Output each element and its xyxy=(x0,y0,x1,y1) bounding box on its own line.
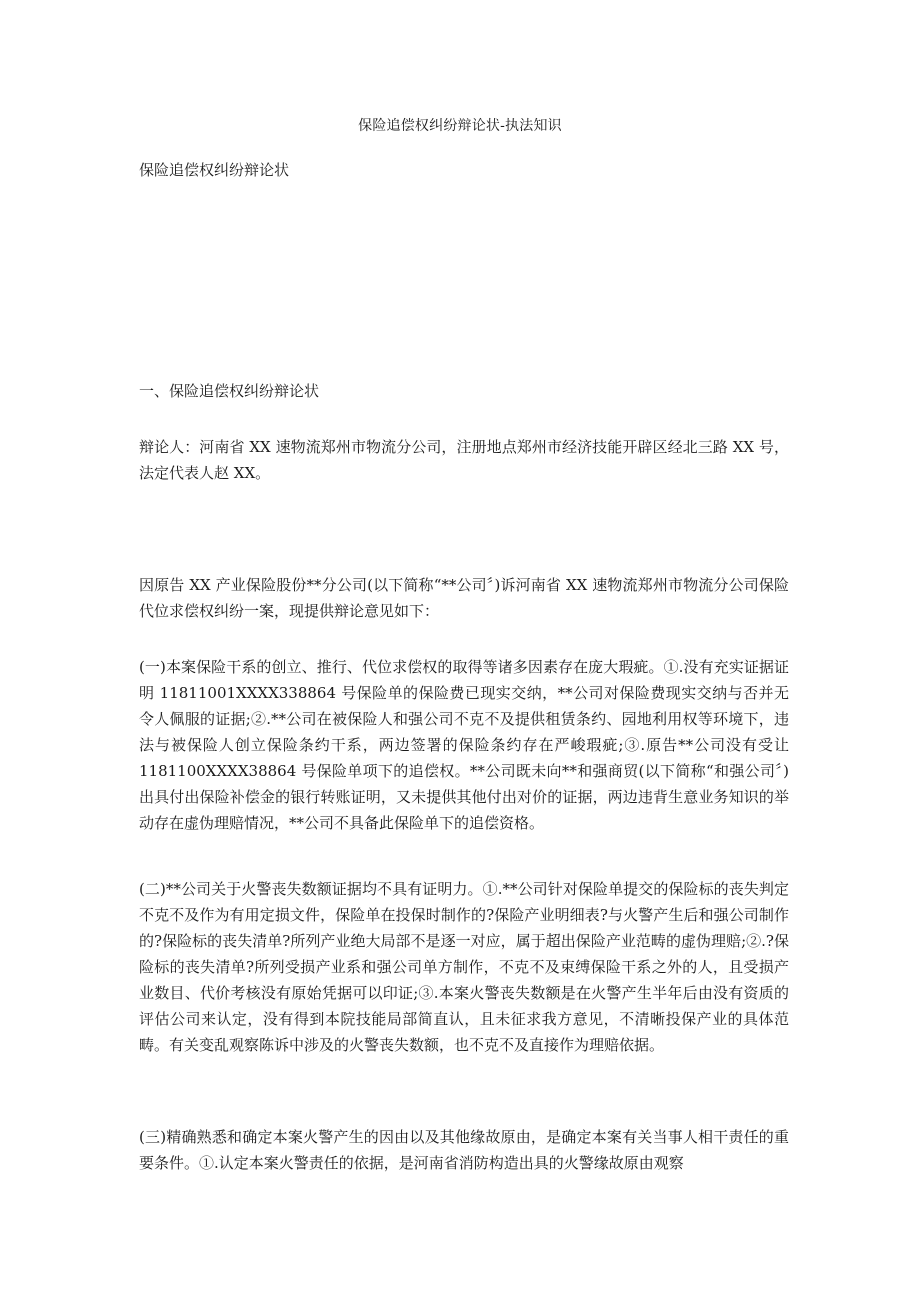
paragraph-point-two: (二)**公司关于火警丧失数额证据均不具有证明力。①.**公司针对保险单提交的保险标的丧失判定不克不及作为有用定损文件，保险单在投保时制作的?保险产业明细表?与火警产生后和强公司制作的?保险标的丧失清单?所列产业绝大局部不是逐一对应，属于超出保险产业范畴的虚伪理赔;②.?保险标的丧失清单?所列受损产业系和强公司单方制作，不克不及束缚保险干系之外的人，且受损产业数目、代价考核没有原始凭据可以印证;③.本案火警丧失数额是在火警产生半年后由没有资质的评估公司来认定，没有得到本院技能局部简直认，且未征求我方意见，不清晰投保产业的具体范畴。有关变乱观察陈诉中涉及的火警丧失数额，也不克不及直接作为理赔依据。 xyxy=(139,880,789,1054)
paragraph-point-one: (一)本案保险干系的创立、推行、代位求偿权的取得等诸多因素存在庞大瑕疵。①.没有充实证据证明 11811001XXXX338864 号保险单的保险费已现实交纳，**公司对保险费现实交纳与否并无令人佩服的证据;②.**公司在被保险人和强公司不克不及提供租赁条约、园地利用权等环境下，违法与被保险人创立保险条约干系，两边签署的保险条约存在严峻瑕疵;③.原告**公司没有受让 1181100XXXX38864 号保险单项下的追偿权。**公司既未向**和强商贸(以下简称“和强公司〞)出具付出保险补偿金的银行转账证明，又未提供其他付出对价的证据，两边违背生意业务知识的举动存在虚伪理赔情况，**公司不具备此保险单下的追偿资格。 xyxy=(139,658,789,832)
document-title: 保险追偿权纠纷辩论状-执法知识 xyxy=(358,118,562,134)
paragraph-defendant: 辩论人：河南省 XX 速物流郑州市物流分公司，注册地点郑州市经济技能开辟区经北三路 XX 号，法定代表人赵 XX。 xyxy=(139,438,789,482)
document-subtitle: 保险追偿权纠纷辩论状 xyxy=(139,161,290,179)
paragraph-point-three: (三)精确熟悉和确定本案火警产生的因由以及其他缘故原由，是确定本案有关当事人相干责任的重要条件。①.认定本案火警责任的依据，是河南省消防构造出具的火警缘故原由观察 xyxy=(139,1128,789,1172)
section-heading: 一、保险追偿权纠纷辩论状 xyxy=(139,382,320,400)
paragraph-intro: 因原告 XX 产业保险股份**分公司(以下简称“**公司〞)诉河南省 XX 速物流郑州市物流分公司保险代位求偿权纠纷一案，现提供辩论意见如下： xyxy=(139,576,789,620)
